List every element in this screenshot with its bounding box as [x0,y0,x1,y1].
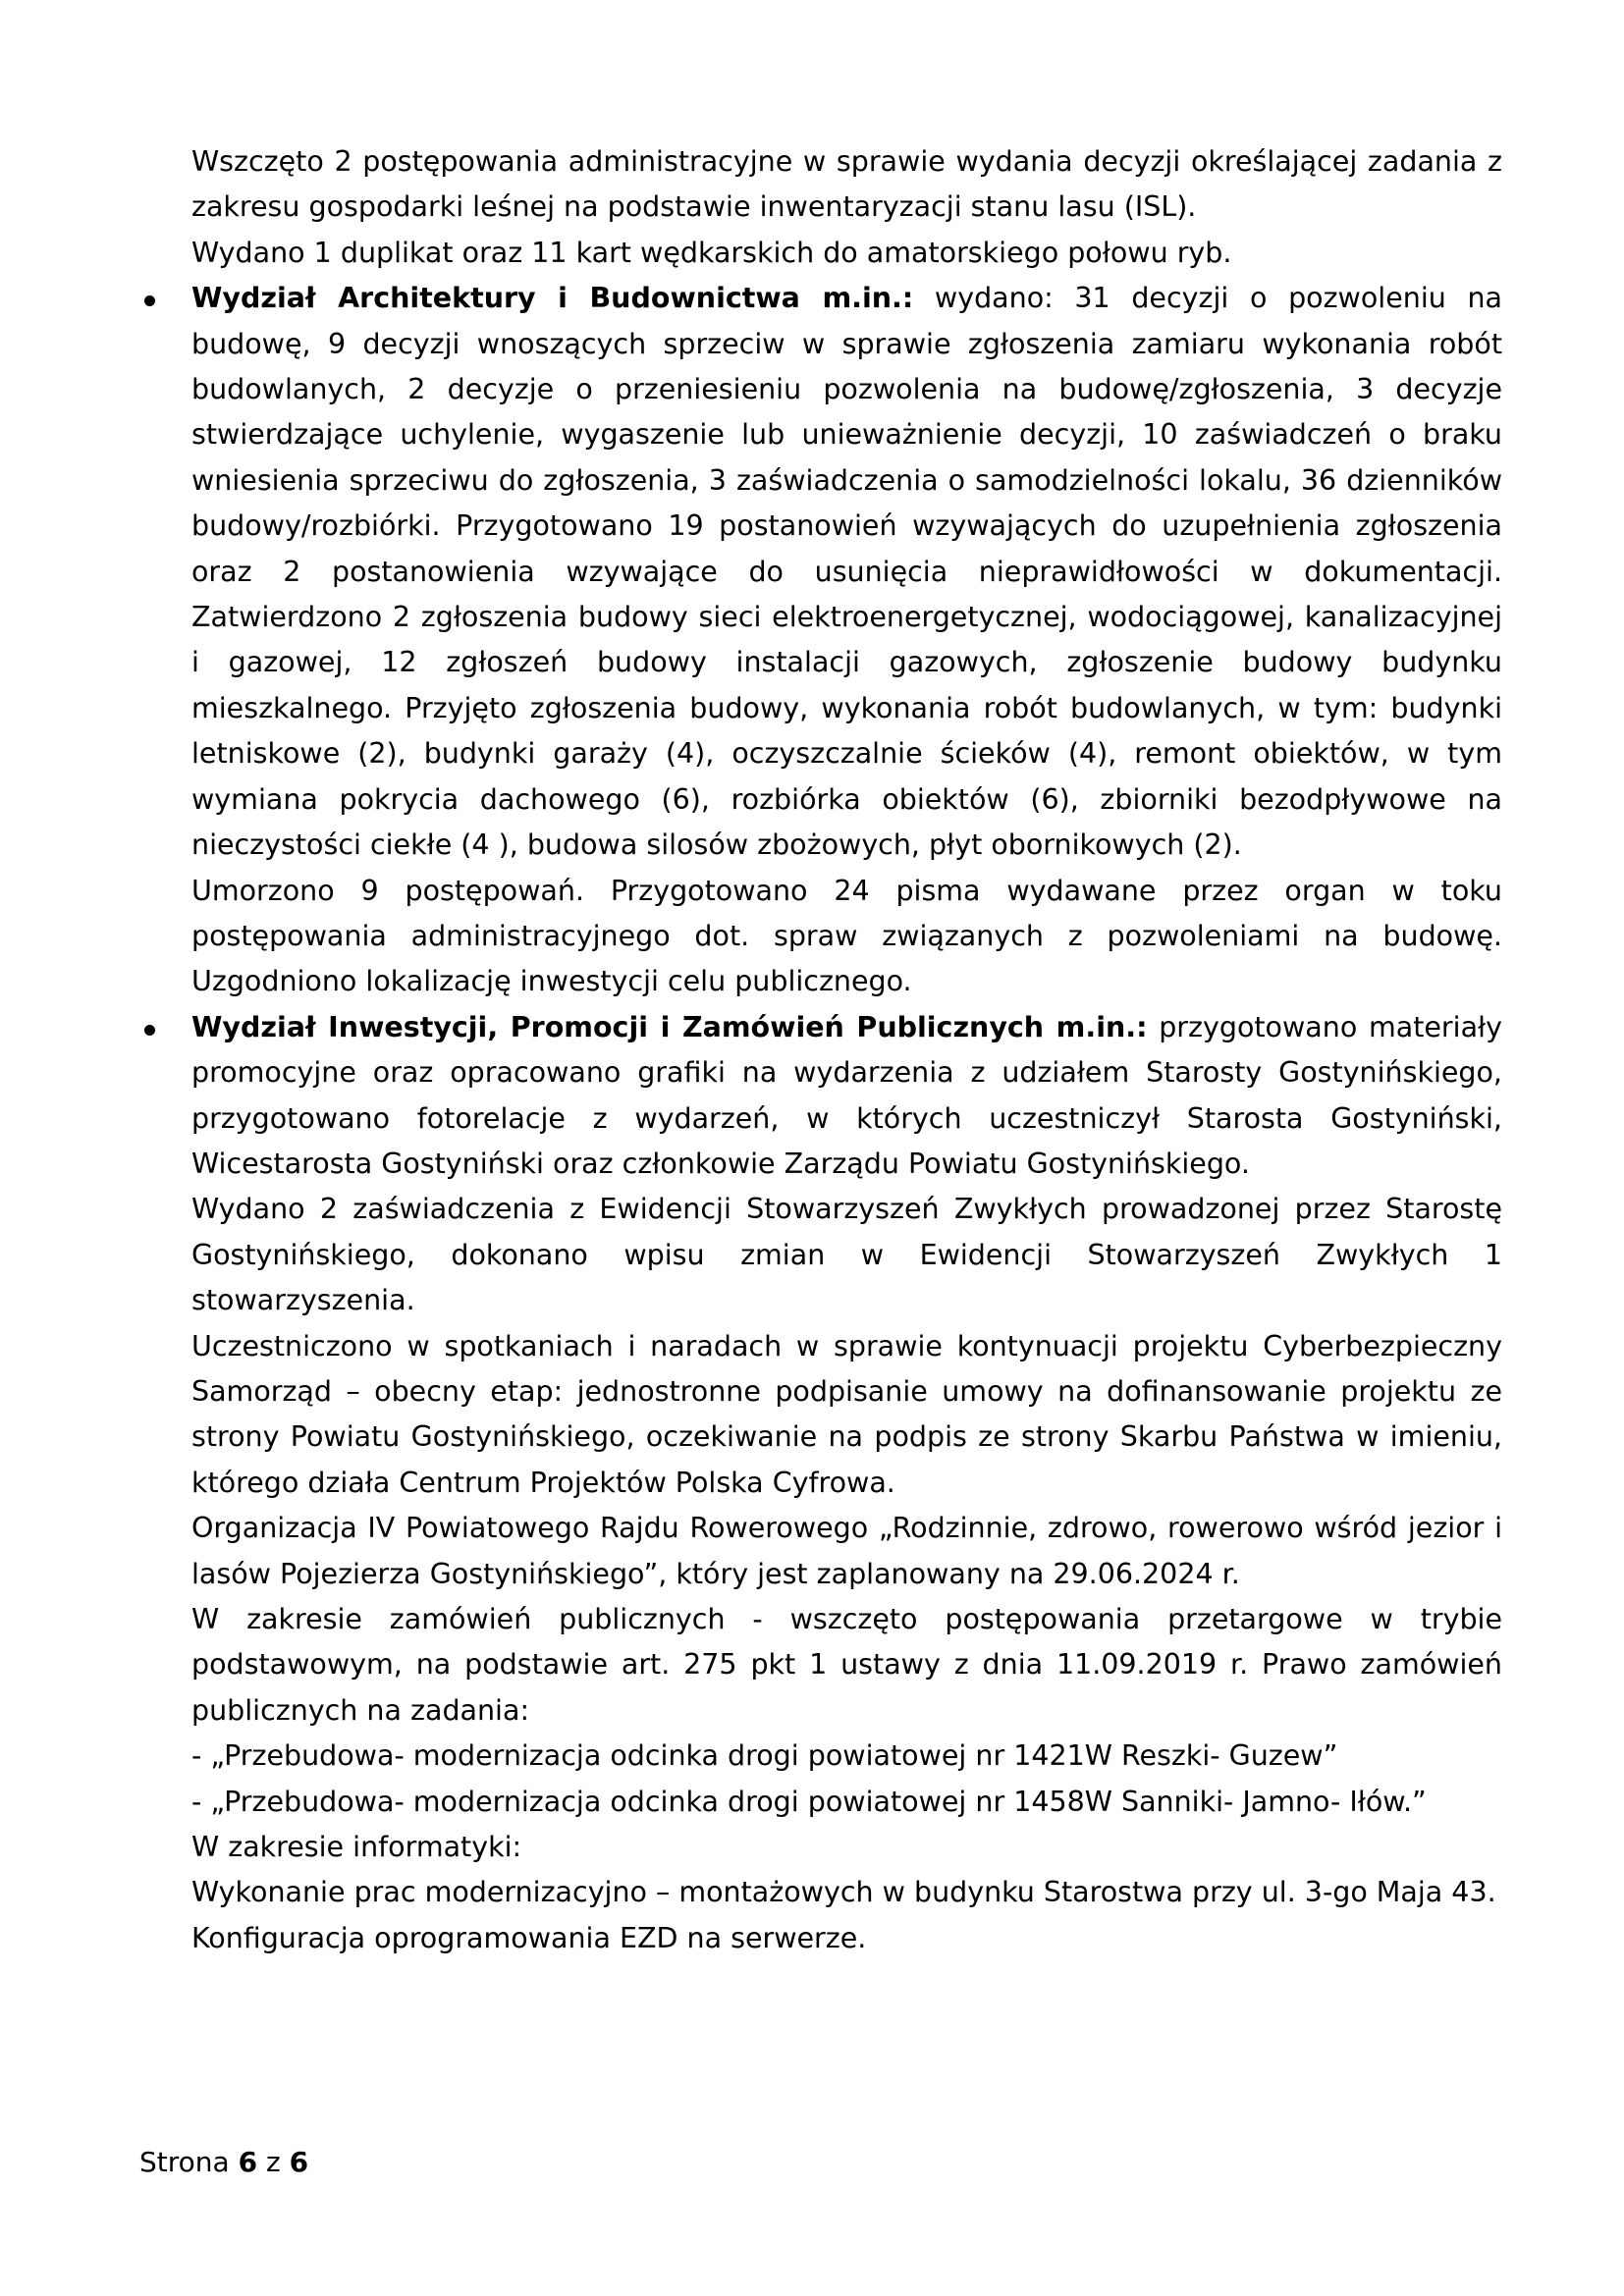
inwestycje-body: przygotowano materiały promocyjne oraz opracowano grafiki na wydarzenia z udziałem Starosty Gostynińskiego, przygotowano fotorelacje z wydarzeń, w których uczestniczył Starosta Gostyniński, Wicestarosta Gostyniński oraz członkowie Zarządu Powiatu Gostynińskiego. [191,1010,1502,1180]
bullet-icon [144,295,155,306]
inwestycje-informatyka-item-2: Konfiguracja oprogramowania EZD na serwerze. [191,1921,867,1954]
architektura-paragraph-2: Umorzono 9 postępowań. Przygotowano 24 pisma wydawane przez organ w toku postępowania administracyjnego dot. spraw związanych z pozwoleniami na budowę. Uzgodniono lokalizację inwestycji celu publicznego. [191,874,1502,998]
intro-paragraph-1: Wszczęto 2 postępowania administracyjne w sprawie wydania decyzji określającej zadania z zakresu gospodarki leśnej na podstawie inwentaryzacji stanu lasu (ISL). [191,145,1502,224]
inwestycje-paragraph-1 [191,1005,1502,1188]
bullet-icon [144,1025,155,1036]
footer-total-pages: 6 [289,2146,309,2178]
page-footer [139,2146,308,2179]
inwestycje-task-2: - „Przebudowa- modernizacja odcinka drogi powiatowej nr 1458W Sanniki- Jamno- Iłów.” [191,1785,1427,1818]
architektura-body: wydano: 31 decyzji o pozwoleniu na budowę, 9 decyzji wnoszących sprzeciw w sprawie zgłoszenia zamiaru wykonania robót budowlanych, 2 decyzje o przeniesieniu pozwolenia na budowę/zgłoszenia, 3 decyzje stwierdzające uchylenie, wygaszenie lub unieważnienie decyzji, 10 zaświadczeń o braku wniesienia sprzeciwu do zgłoszenia, 3 zaświadczenia o samodzielności lokalu, 36 dzienników budowy/rozbiórki. Przygotowano 19 postanowień wzywających do uzupełnienia zgłoszenia oraz 2 postanowienia wzywające do usunięcia nieprawidłowości w dokumentacji. Zatwierdzono 2 zgłoszenia budowy sieci elektroenergetycznej, wodociągowej, kanalizacyjnej i gazowej, 12 zgłoszeń budowy instalacji gazowych, zgłoszenie budowy budynku mieszkalnego. Przyjęto zgłoszenia budowy, wykonania robót budowlanych, w tym: budynki letniskowe (2), budynki garaży (4), oczyszczalnie ścieków (4), remont obiektów, w tym wymiana pokrycia dachowego (6), rozbiórka obiektów (6), zbiorniki bezodpływowe na nieczystości ciekłe (4 ), budowa silosów zbożowych, płyt obornikowych (2). [191,282,1502,862]
architektura-paragraph-1 [191,276,1502,868]
inwestycje-paragraph-2: Wydano 2 zaświadczenia z Ewidencji Stowarzyszeń Zwykłych prowadzonej przez Starostę Gostynińskiego, dokonano wpisu zmian w Ewidencji Stowarzyszeń Zwykłych 1 stowarzyszenia. [191,1193,1502,1317]
inwestycje-task-1: - „Przebudowa- modernizacja odcinka drogi powiatowej nr 1421W Reszki- Guzew” [191,1739,1338,1773]
inwestycje-paragraph-5: W zakresie zamówień publicznych - wszczęto postępowania przetargowe w trybie podstawowym, na podstawie art. 275 pkt 1 ustawy z dnia 11.09.2019 r. Prawo zamówień publicznych na zadania: [191,1603,1502,1727]
bullet-architektura [191,276,1502,1005]
footer-label: Strona [139,2146,230,2178]
inwestycje-heading: Wydział Inwestycji, Promocji i Zamówień Publicznych m.in.: [191,1010,1148,1043]
page-content [191,139,1502,1961]
footer-current-page: 6 [238,2146,258,2178]
inwestycje-informatyka-item-1: Wykonanie prac modernizacyjno – montażowych w budynku Starostwa przy ul. 3-go Maja 43. [191,1876,1496,1909]
footer-separator: z [265,2146,281,2178]
inwestycje-paragraph-4: Organizacja IV Powiatowego Rajdu Rowerowego „Rodzinnie, zdrowo, rowerowo wśród jezior i lasów Pojezierza Gostynińskiego”, który jest zaplanowany na 29.06.2024 r. [191,1512,1502,1590]
inwestycje-informatyka-heading: W zakresie informatyki: [191,1831,522,1864]
bullet-inwestycje [191,1005,1502,1962]
inwestycje-paragraph-3: Uczestniczono w spotkaniach i naradach w sprawie kontynuacji projektu Cyberbezpieczny Samorząd – obecny etap: jednostronne podpisanie umowy na dofinansowanie projektu ze strony Powiatu Gostynińskiego, oczekiwanie na podpis ze strony Skarbu Państwa w imieniu, którego działa Centrum Projektów Polska Cyfrowa. [191,1329,1502,1499]
architektura-heading: Wydział Architektury i Budownictwa m.in.: [191,282,914,315]
intro-paragraph-2: Wydano 1 duplikat oraz 11 kart wędkarskich do amatorskiego połowu ryb. [191,236,1232,269]
